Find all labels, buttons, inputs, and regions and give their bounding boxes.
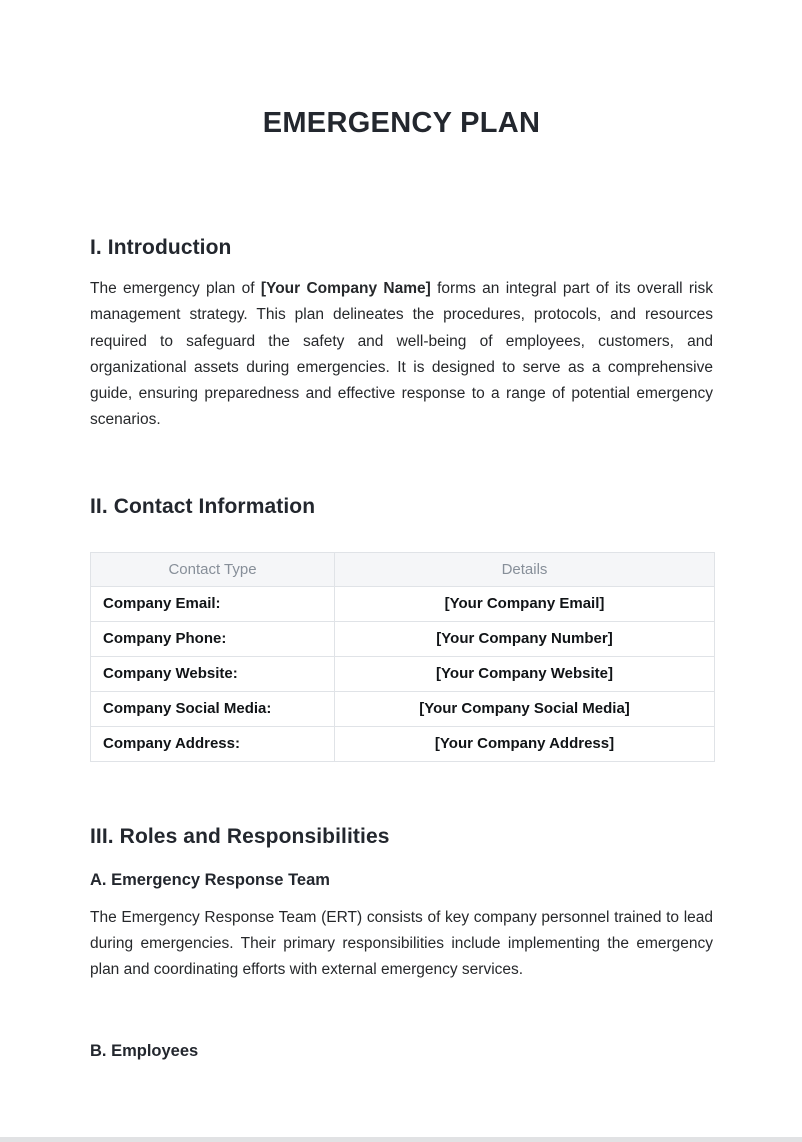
page-bottom-edge: [0, 1137, 802, 1142]
subsection-heading-employees: B. Employees: [90, 1041, 199, 1060]
table-row: [91, 691, 715, 726]
contact-information-table: [90, 552, 715, 762]
table-row: [91, 656, 715, 691]
document-title: EMERGENCY PLAN: [262, 107, 541, 139]
document-content: [90, 0, 713, 1062]
contact-type-cell: Company Email:: [91, 586, 335, 621]
company-name-placeholder: [Your Company Name]: [260, 280, 431, 297]
contact-details-cell: [Your Company Number]: [335, 621, 715, 656]
introduction-paragraph: [90, 276, 713, 434]
contact-type-cell: Company Phone:: [91, 621, 335, 656]
introduction-text-suffix: forms an integral part of its overall risk management strategy. This plan delineates the procedures, protocols, and resources required to safeguard the safety and well-being of employees, customers, and organizational assets during emergencies. It is designed to serve as a comprehensive guide, ensuring preparedness and effective response to a range of potential emergency scenarios.: [90, 280, 713, 429]
emergency-response-team-paragraph: The Emergency Response Team (ERT) consists of key company personnel trained to lead during emergencies. Their primary responsibilities include implementing the emergency plan and coordinating efforts with external emergency services.: [90, 908, 713, 979]
contact-type-cell: Company Social Media:: [91, 691, 335, 726]
subsection-heading-emergency-response-team: A. Emergency Response Team: [90, 870, 330, 889]
contact-details-cell: [Your Company Website]: [335, 656, 715, 691]
contact-type-cell: Company Address:: [91, 726, 335, 761]
contact-details-cell: [Your Company Social Media]: [335, 691, 715, 726]
contact-details-cell: [Your Company Email]: [335, 586, 715, 621]
table-header-row: [91, 552, 715, 586]
table-row: [91, 726, 715, 761]
introduction-text-prefix: The emergency plan of: [90, 280, 261, 297]
section-heading-roles-responsibilities: III. Roles and Responsibilities: [90, 824, 390, 848]
contact-type-cell: Company Website:: [91, 656, 335, 691]
column-header-details: Details: [335, 552, 715, 586]
contact-details-cell: [Your Company Address]: [335, 726, 715, 761]
table-row: [91, 586, 715, 621]
section-heading-introduction: I. Introduction: [90, 236, 232, 259]
table-row: [91, 621, 715, 656]
column-header-contact-type: Contact Type: [91, 552, 335, 586]
section-heading-contact-information: II. Contact Information: [90, 494, 316, 518]
